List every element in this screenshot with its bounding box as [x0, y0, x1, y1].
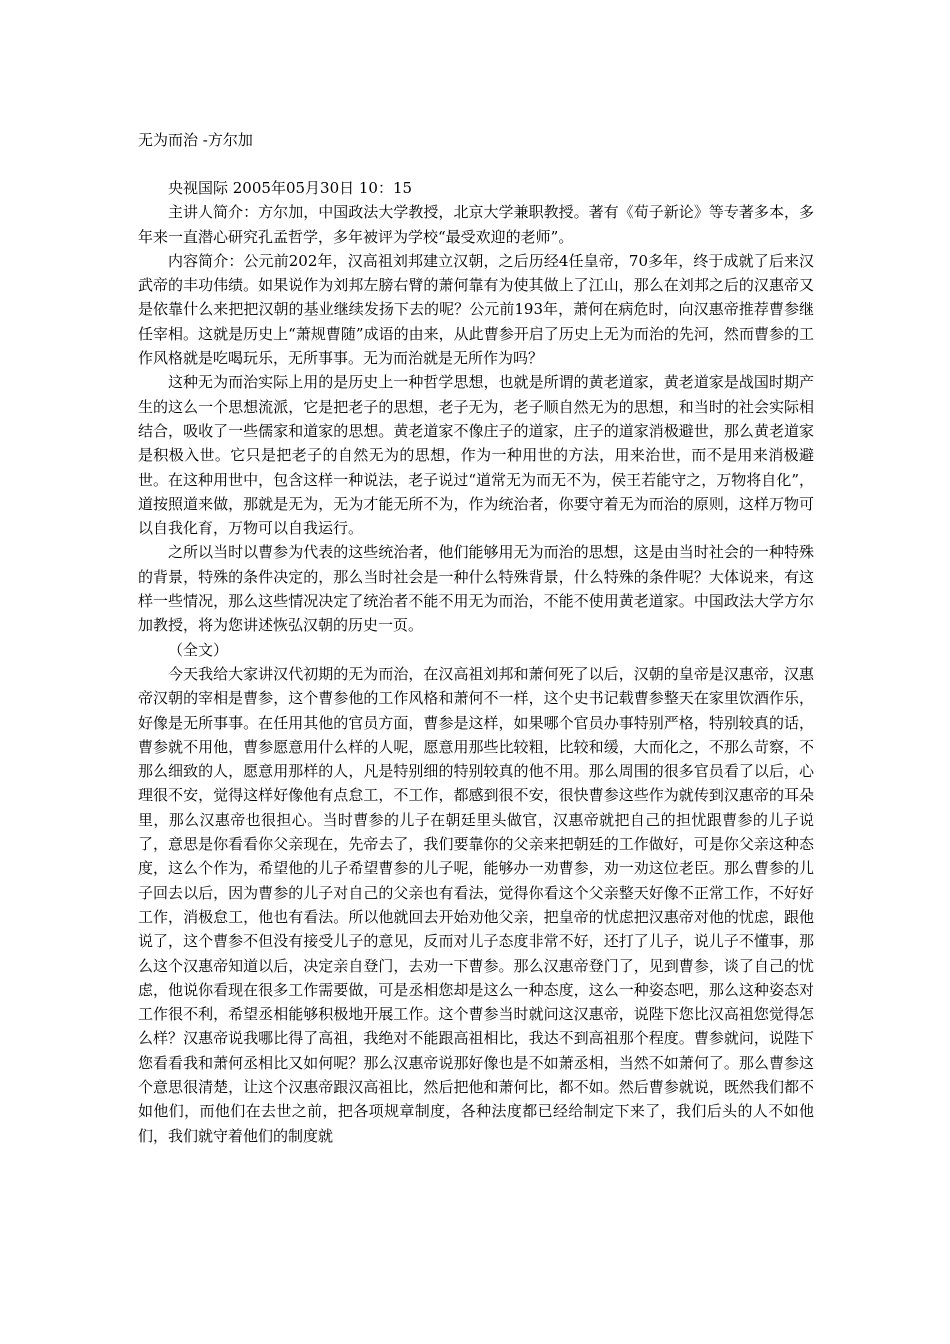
paragraph-background: 之所以当时以曹参为代表的这些统治者，他们能够用无为而治的思想，这是由当时社会的一种特殊的背景，特殊的条件决定的，那么当时社会是一种什么特殊背景，什么特殊的条件呢？大体说来，有这样一些情况，那么这些情况决定了统治者不能不用无为而治，不能不使用黄老道家。中国政法大学方尔加教授，将为您讲述恢弘汉朝的历史一页。	[138, 543, 814, 635]
document-title: 无为而治 -方尔加	[138, 131, 253, 149]
paragraph-source-date: 央视国际 2005年05月30日 10：15	[168, 179, 413, 197]
paragraph-content-intro: 内容简介：公元前202年，汉高祖刘邦建立汉朝，之后历经4任皇帝，70多年，终于成就了后来汉武帝的丰功伟绩。如果说作为刘邦左膀右臂的萧何靠有为使其做上了江山，那么在刘邦之后的汉惠帝又是依靠什么来把把汉朝的基业继续发扬下去的呢？公元前193年，萧何在病危时，向汉惠帝推荐曹参继任宰相。这就是历史上“萧规曹随”成语的由来，从此曹参开启了历史上无为而治的先河，然而曹参的工作风格就是吃喝玩乐，无所事事。无为而治就是无所作为吗？	[138, 251, 814, 368]
paragraph-full-text-label: （全文）	[168, 640, 229, 659]
paragraph-speaker-intro: 主讲人简介：方尔加，中国政法大学教授，北京大学兼职教授。著有《荀子新论》等专著多本，多年来一直潜心研究孔孟哲学，多年被评为学校“最受欢迎的老师”。	[138, 203, 814, 246]
document-body	[138, 176, 814, 1148]
paragraph-full-text: 今天我给大家讲汉代初期的无为而治，在汉高祖刘邦和萧何死了以后，汉朝的皇帝是汉惠帝，汉惠帝汉朝的宰相是曹参，这个曹参他的工作风格和萧何不一样，这个史书记载曹参整天在家里饮酒作乐，好像是无所事事。在任用其他的官员方面，曹参是这样，如果哪个官员办事特别严格，特别较真的话，曹参就不用他，曹参愿意用什么样的人呢，愿意用那些比较粗，比较和缓，大而化之，不那么苛察，不那么细致的人，愿意用那样的人，凡是特别细的特别较真的他不用。那么周围的很多官员看了以后，心理很不安，觉得这样好像他有点怠工，不工作，都感到很不安，很快曹参这些作为就传到汉惠帝的耳朵里，那么汉惠帝也很担心。当时曹参的儿子在朝廷里头做官，汉惠帝就把自己的担忧跟曹参的儿子说了，意思是你看看你父亲现在，先帝去了，我们要靠你的父亲来把朝廷的工作做好，可是你父亲这种态度，这么个作为，希望他的儿子希望曹参的儿子呢，能够办一劝曹参，劝一劝这位老臣。那么曹参的儿子回去以后，因为曹参的儿子对自己的父亲也有看法，觉得你看这个父亲整天好像不正常工作，不好好工作，消极怠工，他也有看法。所以他就回去开始劝他父亲，把皇帝的忧虑把汉惠帝对他的忧虑，跟他说了，这个曹参不但没有接受儿子的意见，反而对儿子态度非常不好，还打了儿子，说儿子不懂事，那么这个汉惠帝知道以后，决定亲自登门，去劝一下曹参。那么汉惠帝登门了，见到曹参，谈了自己的忧虑，他说你看现在很多工作需要做，可是丞相您却是这么一种态度，这么一种姿态吧，那么这种姿态对工作很不利，希望丞相能够积极地开展工作。这个曹参当时就问这汉惠帝，说陛下您比汉高祖您觉得怎么样？汉惠帝说我哪比得了高祖，我绝对不能跟高祖相比，我达不到高祖那个程度。曹参就问，说陛下您看看我和萧何丞相比又如何呢？那么汉惠帝说那好像也是不如萧丞相，当然不如萧何了。那么曹参这个意思很清楚，让这个汉惠帝跟汉高祖比，然后把他和萧何比，都不如。然后曹参就说，既然我们都不如他们，而他们在去世之前，把各项规章制度，各种法度都已经给制定下来了，我们后头的人不如他们，我们就守着他们的制度就	[138, 664, 814, 1145]
paragraph-huanglao-daoism: 这种无为而治实际上用的是历史上一种哲学思想，也就是所谓的黄老道家，黄老道家是战国时期产生的这么一个思想流派，它是把老子的思想，老子无为，老子顺自然无为的思想，和当时的社会实际相结合，吸收了一些儒家和道家的思想。黄老道家不像庄子的道家，庄子的道家消极避世，那么黄老道家是积极入世。它只是把老子的自然无为的思想，作为一种用世的方法，用来治世，而不是用来消极避世。在这种用世中，包含这样一种说法，老子说过“道常无为而无不为，侯王若能守之，万物将自化”，道按照道来做，那就是无为，无为才能无所不为，作为统治者，你要守着无为而治的原则，这样万物可以自我化育，万物可以自我运行。	[138, 373, 814, 538]
